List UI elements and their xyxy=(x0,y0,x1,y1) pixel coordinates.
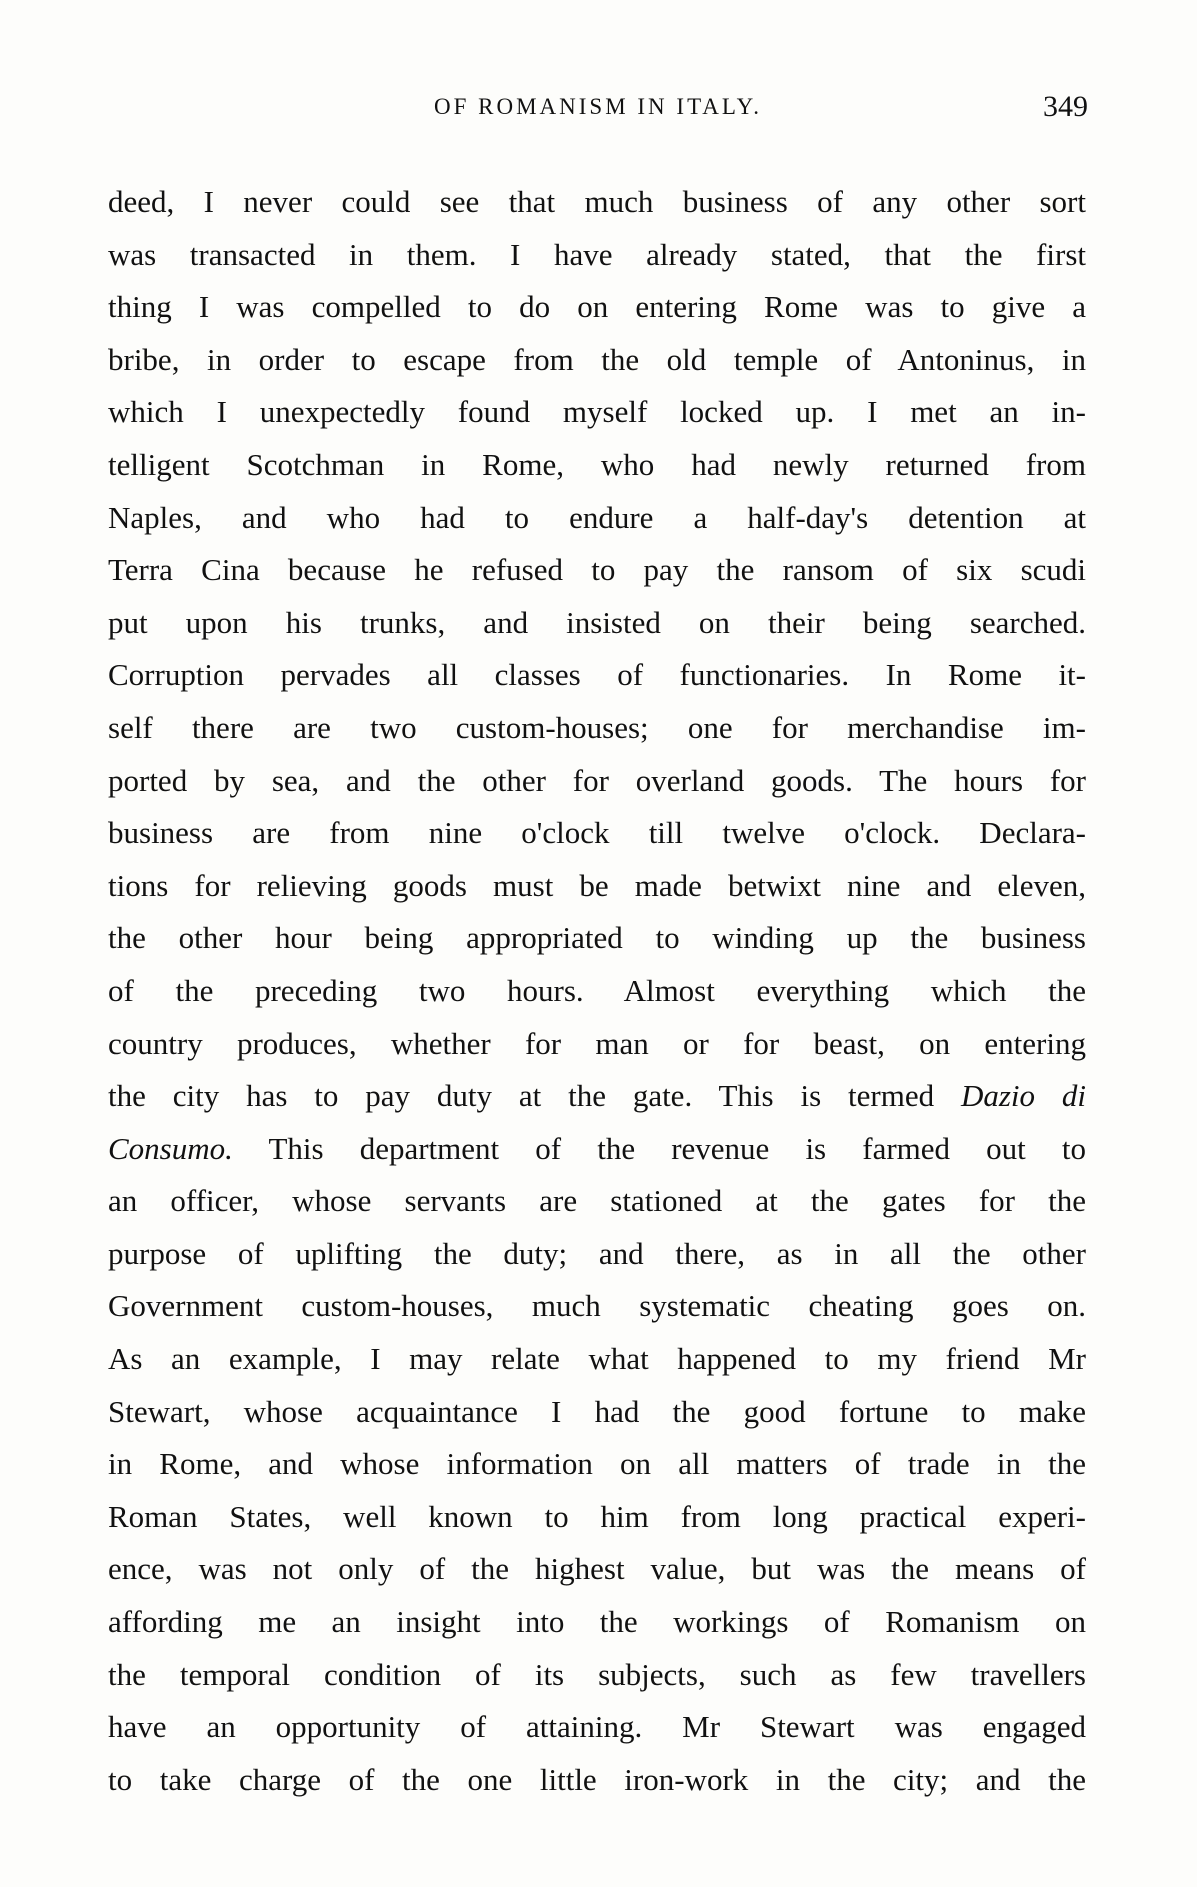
text-line: Roman States, well known to him from long practical experi- xyxy=(108,1498,1086,1534)
text-line: telligent Scotchman in Rome, who had newly returned from xyxy=(108,446,1086,482)
text-line: Naples, and who had to endure a half-day's detention at xyxy=(108,499,1086,535)
text-line: ence, was not only of the highest value, but was the means of xyxy=(108,1551,1086,1587)
text-line: to take charge of the one little iron-work in the city; and the xyxy=(108,1761,1086,1797)
text-line: of the preceding two hours. Almost everything which the xyxy=(108,972,1086,1008)
text-line: the temporal condition of its subjects, such as few travellers xyxy=(108,1656,1086,1692)
text-line: an officer, whose servants are stationed at the gates for the xyxy=(108,1183,1086,1219)
text-line: deed, I never could see that much business of any other sort xyxy=(108,184,1086,219)
text-segment: This department of the revenue is farmed out to xyxy=(268,1130,1086,1166)
page-number: 349 xyxy=(1043,90,1088,123)
text-line: bribe, in order to escape from the old temple of Antoninus, in xyxy=(108,341,1086,377)
text-line: tions for relieving goods must be made betwixt nine and eleven, xyxy=(108,867,1086,903)
text-line: self there are two custom-houses; one for merchandise im- xyxy=(108,709,1086,745)
body-text xyxy=(108,176,1086,1806)
text-line: put upon his trunks, and insisted on their being searched. xyxy=(108,604,1086,640)
text-line: in Rome, and whose information on all matters of trade in the xyxy=(108,1446,1086,1482)
text-line: Stewart, whose acquaintance I had the good fortune to make xyxy=(108,1393,1086,1429)
text-line: As an example, I may relate what happened to my friend Mr xyxy=(108,1341,1086,1377)
running-head xyxy=(108,90,1088,130)
text-line-with-italic xyxy=(108,1123,1086,1176)
text-segment: the city has to pay duty at the gate. This is termed xyxy=(108,1078,935,1114)
text-line: Government custom-houses, much systematic cheating goes on. xyxy=(108,1288,1086,1324)
text-line: the other hour being appropriated to winding up the business xyxy=(108,920,1086,956)
text-line: have an opportunity of attaining. Mr Stewart was engaged xyxy=(108,1709,1086,1745)
italic-term: Consumo. xyxy=(108,1130,233,1166)
text-line-with-italic xyxy=(108,1070,1086,1123)
text-line: purpose of uplifting the duty; and there, as in all the other xyxy=(108,1235,1086,1271)
text-line: which I unexpectedly found myself locked up. I met an in- xyxy=(108,394,1086,430)
text-line: Terra Cina because he refused to pay the ransom of six scudi xyxy=(108,552,1086,588)
italic-term: Dazio di xyxy=(960,1078,1086,1114)
running-title: OF ROMANISM IN ITALY. xyxy=(433,94,763,119)
text-line: was transacted in them. I have already stated, that the first xyxy=(108,236,1086,272)
text-line: country produces, whether for man or for beast, on entering xyxy=(108,1025,1086,1061)
text-line: ported by sea, and the other for overland goods. The hours for xyxy=(108,762,1086,798)
text-line: Corruption pervades all classes of functionaries. In Rome it- xyxy=(108,657,1086,693)
text-line: business are from nine o'clock till twelve o'clock. Declara- xyxy=(108,815,1086,851)
text-line: thing I was compelled to do on entering Rome was to give a xyxy=(108,289,1086,325)
text-line: affording me an insight into the workings of Romanism on xyxy=(108,1604,1086,1640)
